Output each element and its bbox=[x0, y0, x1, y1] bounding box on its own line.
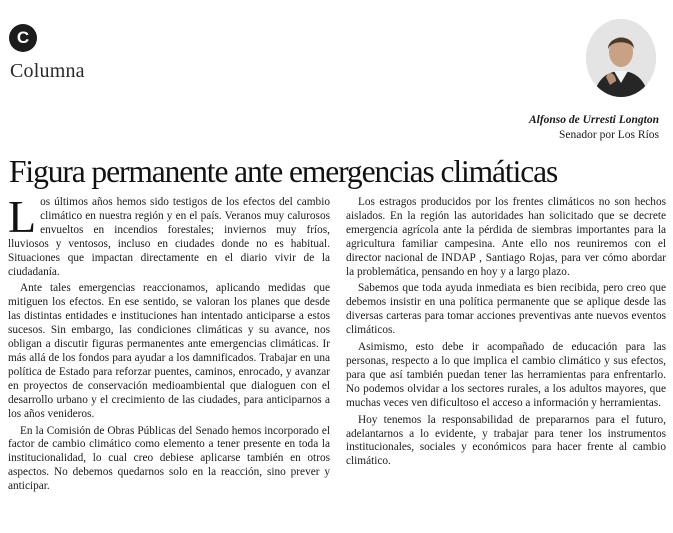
article-column-right bbox=[346, 196, 666, 472]
paragraph: Hoy tenemos la responsabilidad de prepararnos para el futuro, adelantarnos a lo evidente, y trabajar para tener los instrumentos institucionales, sociales y económicos para hacer frente al cambio climático. bbox=[346, 413, 666, 468]
paragraph bbox=[8, 191, 330, 279]
author-byline bbox=[529, 113, 659, 143]
author-name: Alfonso de Urresti Longton bbox=[528, 114, 659, 126]
paragraph: En la Comisión de Obras Públicas del Senado hemos incorporado el factor de cambio climático como elemento a tener presente en toda la institucionalidad, lo cual creo debiese aplicarse también en otros aspectos. No debemos quedarnos solo en la reacción, sino prever y anticipar. bbox=[8, 424, 330, 493]
article-column-left bbox=[8, 191, 330, 497]
paragraph: Los estragos producidos por los frentes climáticos no son hechos aislados. En la región las autoridades han solicitado que se decrete emergencia agrícola ante la pérdida de siembras importantes para la agricultura familiar campesina. Ante ello nos reuniremos con el director nacional de INDAP , Santiago Rojas, para ver cómo abordar la problemática, pensando en hoy y a largo plazo. bbox=[346, 196, 666, 278]
paragraph: Asimismo, esto debe ir acompañado de educación para las personas, respecto a lo que implica el cambio climático y sus efectos, para que así también puedan tener las herramientas para enfrentarlo. No podemos olvidar a los sectores rurales, a los adultos mayores, que muchas veces ven dificultoso el acceso a información y herramientas. bbox=[346, 341, 666, 409]
paragraph: Sabemos que toda ayuda inmediata es bien recibida, pero creo que debemos insistir en una política permanente que se aplique desde las diversas carteras para tomar acciones preventivas ante nuevos eventos climáticos. bbox=[346, 282, 666, 337]
section-label: Columna bbox=[10, 60, 85, 82]
paragraph-text: os últimos años hemos sido testigos de los efectos del cambio climático en nuestra región y en el país. Veranos muy calurosos envueltos en incendios forestales; inviernos muy fríos, lluviosos y ventosos, incluso en ciudades donde no es habitual. Situaciones que impactan directamente en el diario vivir de la ciudadanía. bbox=[8, 196, 330, 278]
drop-cap: L bbox=[8, 191, 37, 242]
headline: Figura permanente ante emergencias climáticas bbox=[9, 154, 558, 189]
author-photo bbox=[586, 19, 656, 97]
author-portrait-icon bbox=[586, 19, 656, 97]
paragraph: Ante tales emergencias reaccionamos, aplicando medidas que mitiguen los efectos. En ese sentido, se valoran los planes que desde las distintas entidades e instituciones han intentado anticiparse a estos sucesos. Sin embargo, las condiciones climáticas y su avance, nos obligan a discutir figuras permanentes ante emergencias climáticas. Ir más allá de los fondos para ayudar a los damnificados. Trabajar en una política de Estado para reforzar puentes, caminos, enrocado, y avanzar en proyectos de conservación medioambiental que dialoguen con el desarrollo urbano y el crecimiento de las ciudades, para anticiparnos a los años venideros. bbox=[8, 282, 330, 420]
column-badge: C bbox=[9, 24, 37, 52]
author-role: Senador por Los Ríos bbox=[559, 129, 659, 141]
